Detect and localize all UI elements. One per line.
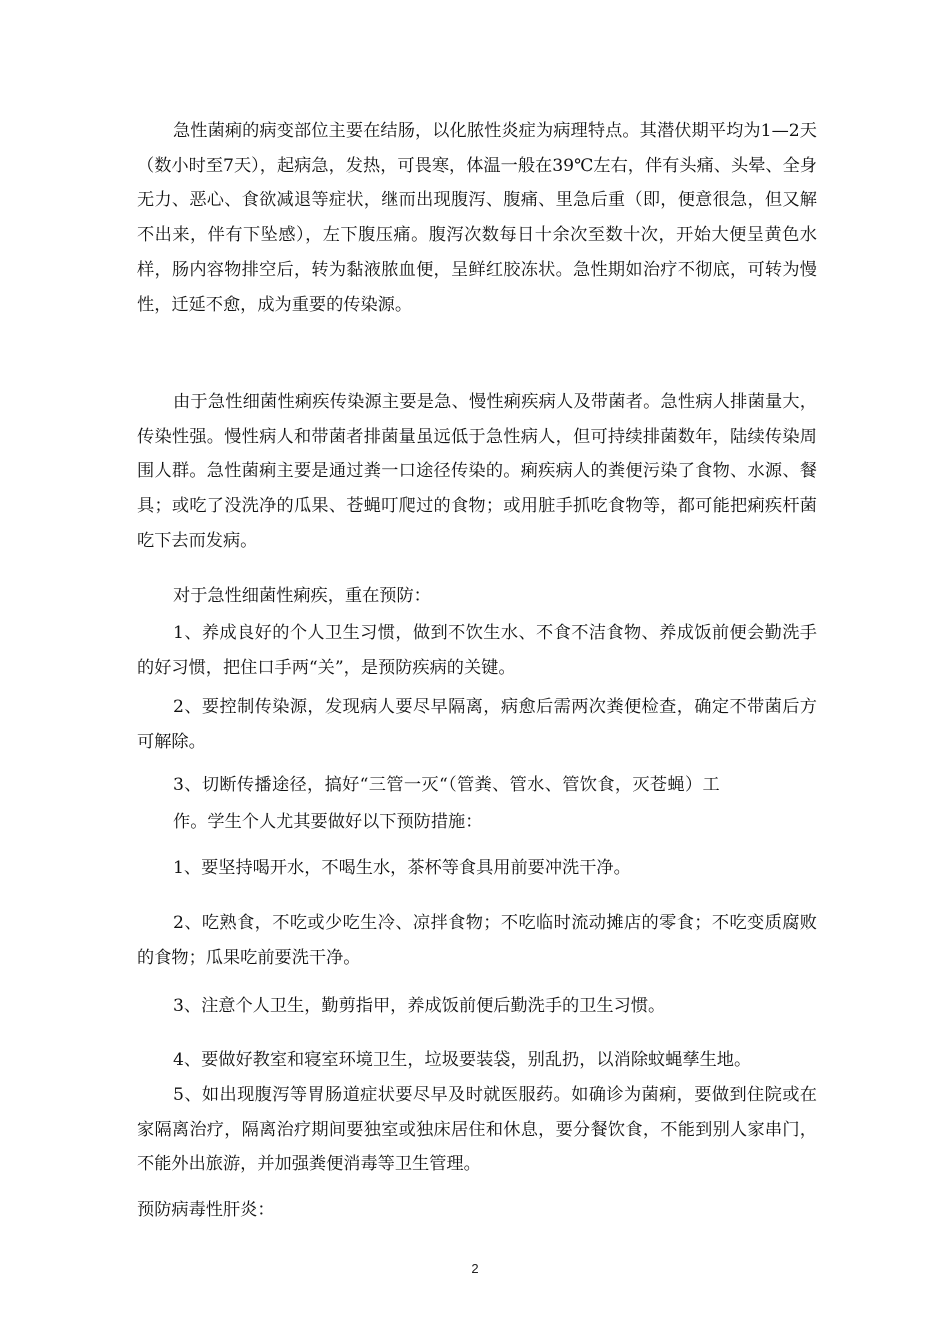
paragraph-prevention-3-line1: 3、切断传播途径，搞好“三管一灭“（管粪、管水、管饮食，灭苍蝇）工 [173, 775, 721, 795]
student-measure-2: 2、吃熟食，不吃或少吃生冷、凉拌食物；不吃临时流动摊店的零食；不吃变质腐败的食物；瓜果吃前要洗干净。 [137, 913, 817, 968]
paragraph-infection-source: 由于急性细菌性痢疾传染源主要是急、慢性痢疾病人及带菌者。急性病人排菌量大，传染性强。慢性病人和带菌者排菌量虽远低于急性病人，但可持续排菌数年，陆续传染周围人群。急性菌痢主要是通过粪一口途径传染的。痢疾病人的粪便污染了食物、水源、餐具；或吃了没洗净的瓜果、苍蝇叮爬过的食物；或用脏手抓吃食物等，都可能把痢疾杆菌吃下去而发病。 [137, 392, 817, 551]
paragraph-prevention-intro: 对于急性细菌性痢疾，重在预防： [173, 586, 431, 606]
paragraph-prevention-2: 2、要控制传染源，发现病人要尽早隔离，病愈后需两次粪便检查，确定不带菌后方可解除。 [137, 697, 817, 752]
student-measure-4: 4、要做好教室和寝室环境卫生，垃圾要装袋，别乱扔，以消除蚊蝇孳生地。 [173, 1050, 752, 1070]
page-number: 2 [471, 1261, 479, 1276]
paragraph-prevention-3-line2: 作。学生个人尤其要做好以下预防措施： [173, 812, 483, 832]
student-measure-3: 3、注意个人卫生，勤剪指甲，养成饭前便后勤洗手的卫生习惯。 [173, 996, 666, 1016]
paragraph-prevention-1: 1、养成良好的个人卫生习惯，做到不饮生水、不食不洁食物、养成饭前便会勤洗手的好习惯，把住口手两“关”，是预防疾病的关键。 [137, 623, 817, 678]
student-measure-1: 1、要坚持喝开水，不喝生水，茶杯等食具用前要冲洗干净。 [173, 858, 631, 878]
section-heading-hepatitis: 预防病毒性肝炎： [137, 1200, 275, 1220]
paragraph-acute-dysentery-symptoms: 急性菌痢的病变部位主要在结肠，以化脓性炎症为病理特点。其潜伏期平均为1—2天（数小时至7天），起病急，发热，可畏寒，体温一般在39℃左右，伴有头痛、头晕、全身无力、恶心、食欲减退等症状，继而出现腹泻、腹痛、里急后重（即，便意很急，但又解不出来，伴有下坠感），左下腹压痛。腹泻次数每日十余次至数十次，开始大便呈黄色水样，肠内容物排空后，转为黏液脓血便，呈鲜红胶冻状。急性期如治疗不彻底，可转为慢性，迁延不愈，成为重要的传染源。 [137, 121, 817, 315]
student-measure-5: 5、如出现腹泻等胃肠道症状要尽早及时就医服药。如确诊为菌痢，要做到住院或在家隔离治疗，隔离治疗期间要独室或独床居住和休息，要分餐饮食，不能到别人家串门，不能外出旅游，并加强粪便消毒等卫生管理。 [137, 1085, 817, 1175]
